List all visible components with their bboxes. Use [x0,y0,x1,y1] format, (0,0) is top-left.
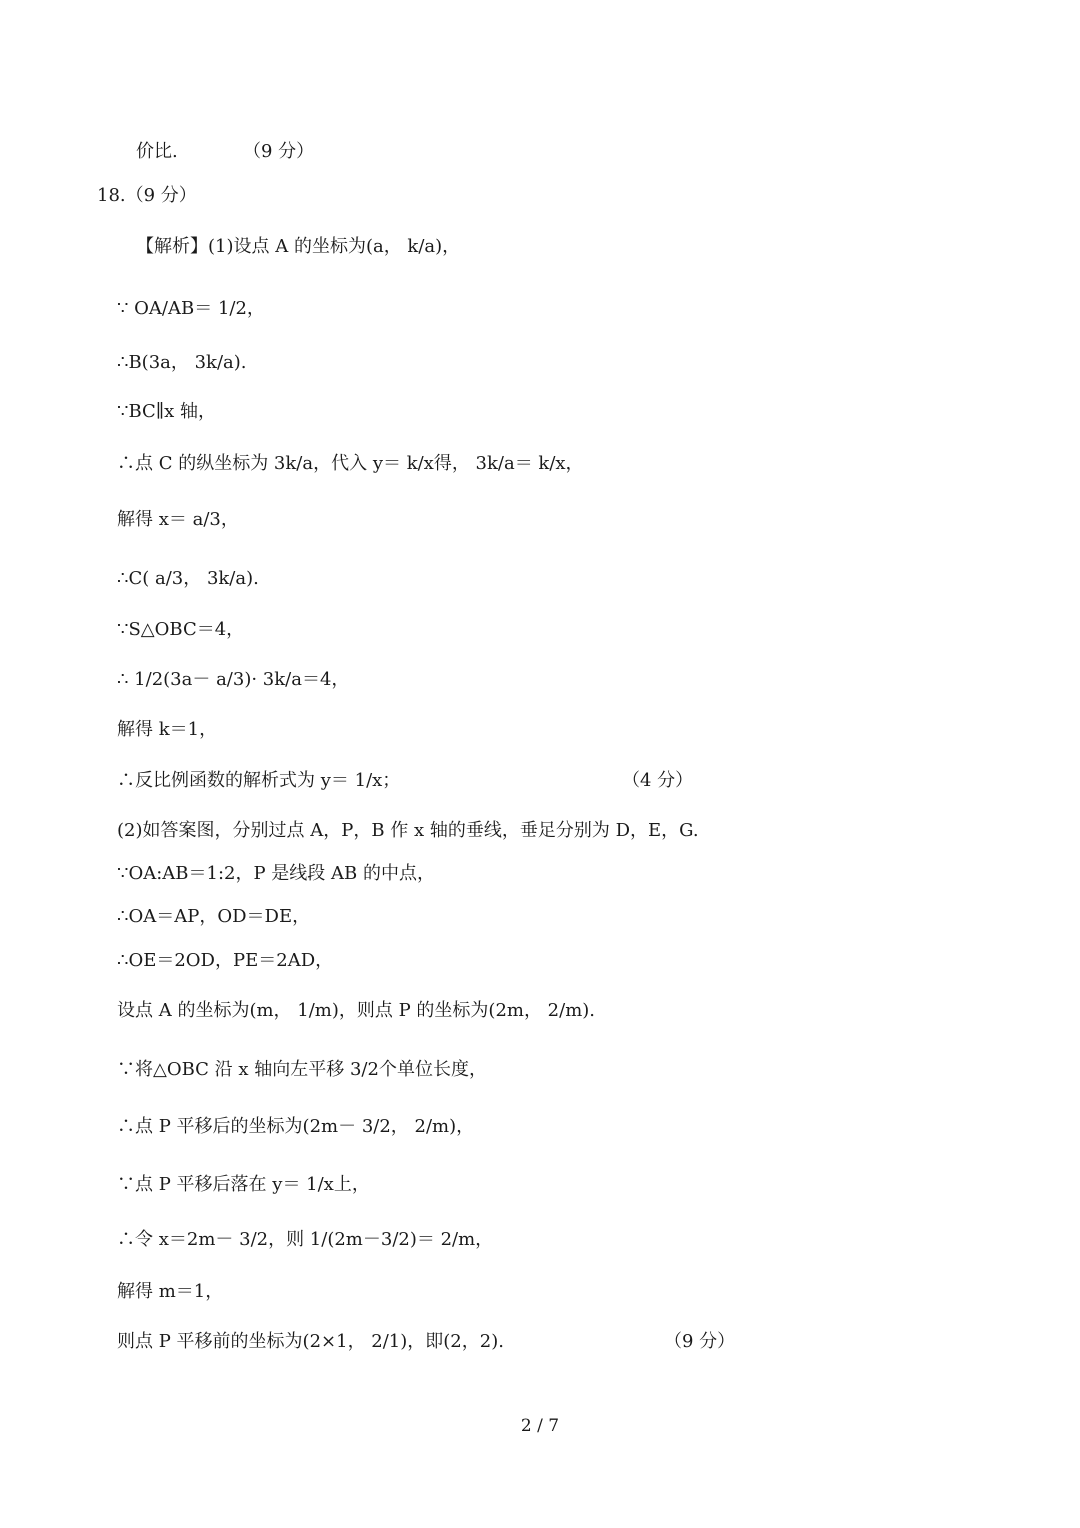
solution-line-2: ∵ OA/AB＝ 1/2， [117,298,265,319]
solution-line-5: ∴点 C 的纵坐标为 3k/a，代入 y＝ k/x得， 3k/a＝ k/x， [117,453,584,474]
score-label-part1: （4 分） [622,770,694,791]
solution-line-1: 【解析】(1)设点 A 的坐标为(a， k/a)， [136,236,461,257]
solution-line-15: ∴OE＝2OD，PE＝2AD， [117,950,334,971]
page-number: 2 / 7 [520,1416,560,1436]
solution-line-6: 解得 x＝ a/3， [117,509,239,530]
score-label-part2: （9 分） [664,1331,736,1352]
solution-line-12: (2)如答案图，分别过点 A，P，B 作 x 轴的垂线，垂足分别为 D，E，G. [117,820,699,841]
solution-line-3: ∴B(3a， 3k/a). [117,352,247,373]
solution-line-18: ∴点 P 平移后的坐标为(2m－ 3/2， 2/m)， [117,1116,475,1137]
solution-line-17: ∵将△OBC 沿 x 轴向左平移 3/2个单位长度， [117,1059,487,1080]
solution-line-8: ∵S△OBC＝4， [117,619,245,640]
solution-line-4: ∵BC∥x 轴， [117,401,216,422]
solution-line-9: ∴ 1/2(3a－ a/3)· 3k/a＝4， [117,669,350,690]
text-line-top: 价比. [136,141,178,162]
solution-line-11: ∴反比例函数的解析式为 y＝ 1/x； [117,770,401,791]
solution-line-22: 则点 P 平移前的坐标为(2×1， 2/1)，即(2，2). [117,1331,504,1352]
solution-line-16: 设点 A 的坐标为(m， 1/m)，则点 P 的坐标为(2m， 2/m). [117,1000,596,1021]
solution-line-7: ∴C( a/3， 3k/a). [117,568,259,589]
solution-line-13: ∵OA:AB＝1:2，P 是线段 AB 的中点， [117,863,435,884]
problem-header: 18.（9 分） [97,185,197,206]
solution-line-10: 解得 k＝1， [117,719,218,740]
solution-line-21: 解得 m＝1， [117,1281,224,1302]
solution-line-19: ∵点 P 平移后落在 y＝ 1/x上， [117,1174,370,1195]
solution-line-20: ∴令 x＝2m－ 3/2，则 1/(2m－3/2)＝ 2/m， [117,1229,494,1250]
score-label-top: （9 分） [243,141,315,162]
solution-line-14: ∴OA＝AP，OD＝DE， [117,906,311,927]
